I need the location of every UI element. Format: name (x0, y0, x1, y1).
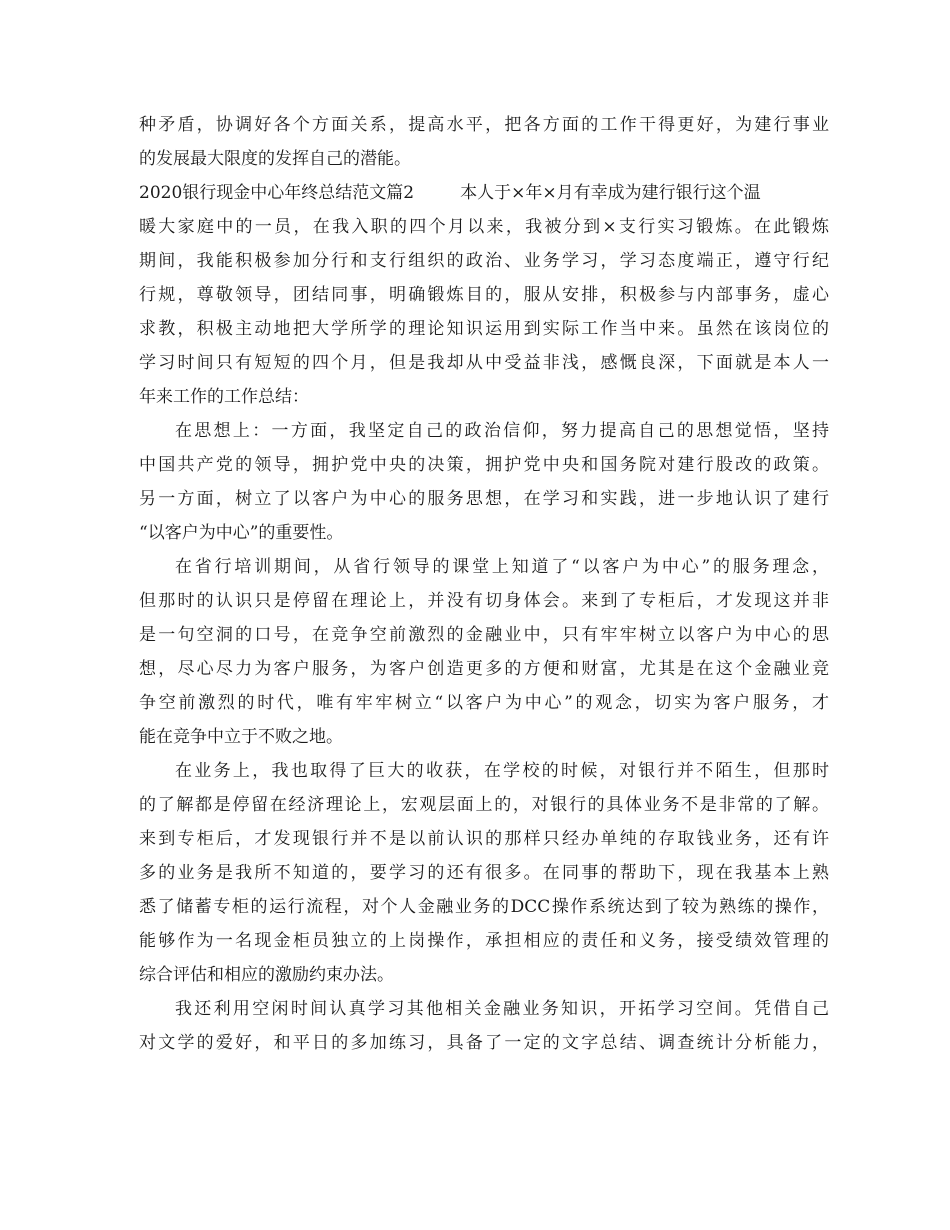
document-body (139, 108, 829, 1060)
text-line (139, 142, 829, 176)
text-line-content: 的发展最大限度的发挥自己的潜能。 (139, 149, 411, 169)
text-line (139, 856, 829, 890)
text-line-content: 多的业务是我所不知道的，要学习的还有很多。在同事的帮助下，现在我基本上熟 (139, 863, 829, 883)
text-line (139, 958, 829, 992)
text-line-content: 在业务上，我也取得了巨大的收获，在学校的时候，对银行并不陌生，但那时 (175, 761, 829, 781)
text-line-continuation: 本人于×年×月有幸成为建行银行这个温 (460, 183, 761, 203)
text-line-content: 行规，尊敬领导，团结同事，明确锻炼目的，服从安排，积极参与内部事务，虚心 (139, 285, 829, 305)
text-line-content: 年来工作的工作总结： (139, 387, 309, 407)
text-line (139, 652, 829, 686)
text-line (139, 754, 829, 788)
text-line-content: 来到专柜后，才发现银行并不是以前认识的那样只经办单纯的存取钱业务，还有许 (139, 829, 829, 849)
text-line-content: 种矛盾，协调好各个方面关系，提高水平，把各方面的工作干得更好，为建行事业 (139, 115, 829, 135)
text-line (139, 108, 829, 142)
text-line (139, 822, 829, 856)
text-line-content: 但那时的认识只是停留在理论上，并没有切身体会。来到了专柜后，才发现这并非 (139, 591, 829, 611)
text-line-content: 在省行培训期间，从省行领导的课堂上知道了“以客户为中心”的服务理念， (175, 557, 829, 577)
text-line-content: 期间，我能积极参加分行和支行组织的政治、业务学习，学习态度端正，遵守行纪 (139, 251, 829, 271)
text-line (139, 992, 829, 1026)
text-line (139, 720, 829, 754)
text-line-content: 想，尽心尽力为客户服务，为客户创造更多的方便和财富，尤其是在这个金融业竞 (139, 659, 829, 679)
text-line (139, 516, 829, 550)
text-line-content: 能在竞争中立于不败之地。 (139, 727, 343, 747)
text-line (139, 788, 829, 822)
text-line-content: 我还利用空闲时间认真学习其他相关金融业务知识，开拓学习空间。凭借自己 (175, 999, 829, 1019)
text-line-content: 求教，积极主动地把大学所学的理论知识运用到实际工作当中来。虽然在该岗位的 (139, 319, 829, 339)
text-line-content: 对文学的爱好，和平日的多加练习，具备了一定的文字总结、调查统计分析能力， (139, 1033, 829, 1053)
text-line (139, 686, 829, 720)
text-line-content: 的了解都是停留在经济理论上，宏观层面上的，对银行的具体业务不是非常的了解。 (139, 795, 829, 815)
text-line-content: 在思想上：一方面，我坚定自己的政治信仰，努力提高自己的思想觉悟，坚持 (175, 421, 829, 441)
text-line-content: 争空前激烈的时代，唯有牢牢树立“以客户为中心”的观念，切实为客户服务，才 (139, 693, 829, 713)
text-line-content: 能够作为一名现金柜员独立的上岗操作，承担相应的责任和义务，接受绩效管理的 (139, 931, 829, 951)
text-line-content: 是一句空洞的口号，在竞争空前激烈的金融业中，只有牢牢树立以客户为中心的思 (139, 625, 829, 645)
text-line (139, 890, 829, 924)
text-line (139, 618, 829, 652)
text-line-content: 综合评估和相应的激励约束办法。 (139, 965, 394, 985)
text-line (139, 210, 829, 244)
text-line-content: 悉了储蓄专柜的运行流程，对个人金融业务的DCC操作系统达到了较为熟练的操作， (139, 897, 829, 917)
text-line-content: 中国共产党的领导，拥护党中央的决策，拥护党中央和国务院对建行股改的政策。 (139, 455, 829, 475)
text-line (139, 380, 829, 414)
text-line (139, 924, 829, 958)
text-line (139, 550, 829, 584)
text-line (139, 346, 829, 380)
text-line (139, 448, 829, 482)
text-line (139, 176, 829, 210)
text-line (139, 584, 829, 618)
text-line (139, 278, 829, 312)
text-line-content: 2020银行现金中心年终总结范文篇2 (139, 183, 415, 203)
text-line (139, 312, 829, 346)
text-line (139, 244, 829, 278)
text-line (139, 414, 829, 448)
text-line (139, 1026, 829, 1060)
text-line-content: 另一方面，树立了以客户为中心的服务思想，在学习和实践，进一步地认识了建行 (139, 489, 829, 509)
text-line-content: 学习时间只有短短的四个月，但是我却从中受益非浅，感慨良深，下面就是本人一 (139, 353, 829, 373)
text-line-content: “以客户为中心”的重要性。 (139, 523, 344, 543)
text-line-content: 暖大家庭中的一员，在我入职的四个月以来，我被分到×支行实习锻炼。在此锻炼 (139, 217, 829, 237)
text-line (139, 482, 829, 516)
